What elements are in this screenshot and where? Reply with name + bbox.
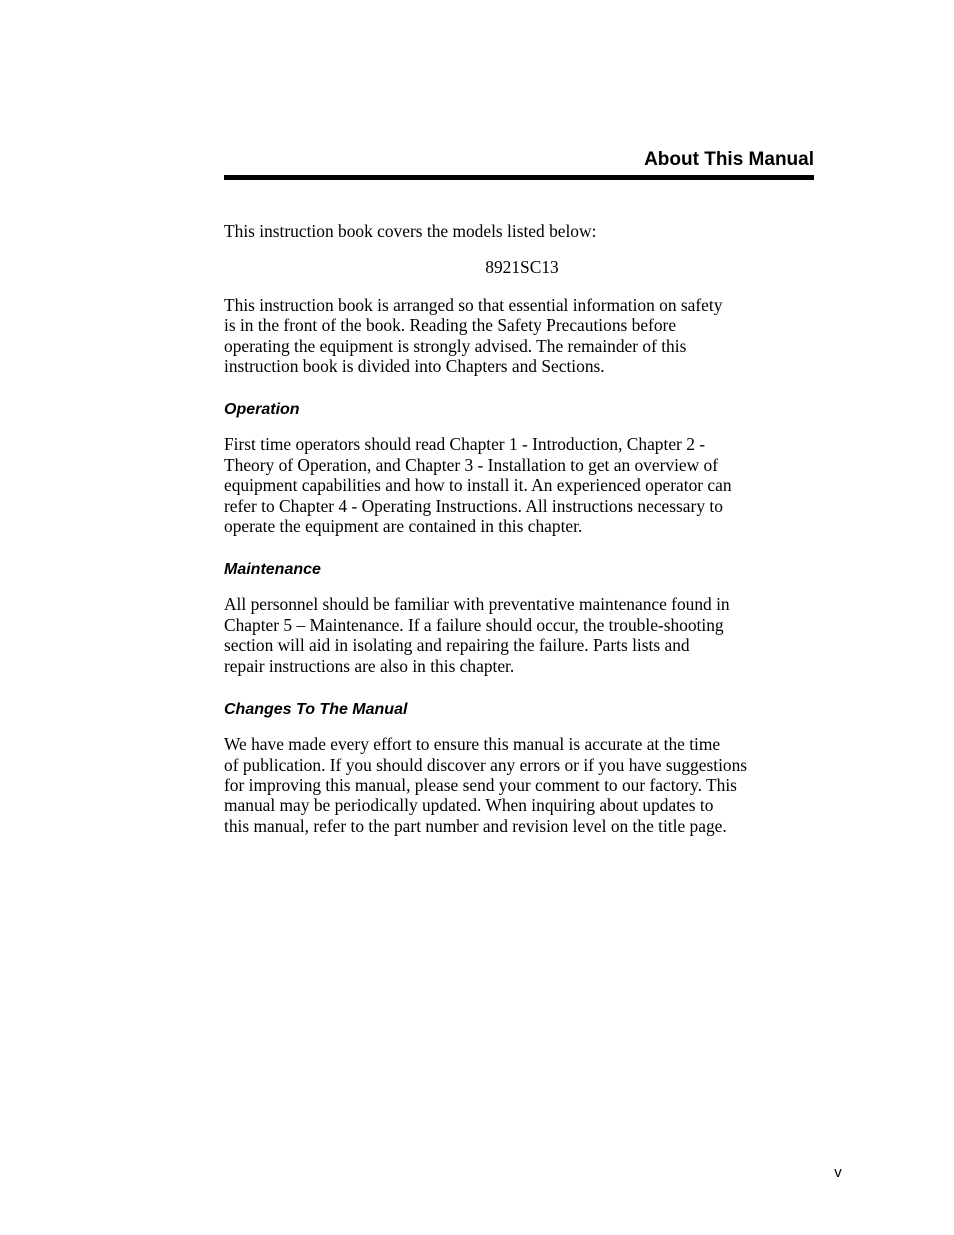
- paragraph-line: is in the front of the book. Reading the Safety Precautions before: [224, 315, 677, 336]
- paragraph-line: for improving this manual, please send your comment to our factory. This: [224, 774, 737, 795]
- header-rule: [224, 175, 814, 180]
- page-title: About This Manual: [644, 149, 814, 170]
- model-number: 8921SC13: [485, 257, 559, 278]
- paragraph-line: this manual, refer to the part number and revision level on the title page.: [224, 815, 727, 836]
- paragraph-line: instruction book is divided into Chapters and Sections.: [224, 356, 605, 377]
- paragraph-line: of publication. If you should discover any errors or if you have suggestions: [224, 754, 748, 775]
- arrangement-paragraph: [224, 295, 820, 377]
- page-content: [224, 221, 820, 836]
- paragraph-line: First time operators should read Chapter 1 - Introduction, Chapter 2 -: [224, 434, 706, 455]
- operation-paragraph: [224, 434, 820, 536]
- changes-paragraph: [224, 734, 820, 836]
- maintenance-paragraph: [224, 594, 820, 676]
- page-number: v: [834, 1164, 842, 1181]
- paragraph-line: refer to Chapter 4 - Operating Instructions. All instructions necessary to: [224, 495, 723, 516]
- paragraph-line: All personnel should be familiar with preventative maintenance found in: [224, 594, 730, 615]
- changes-heading: Changes To The Manual: [224, 701, 408, 719]
- paragraph-line: equipment capabilities and how to install it. An experienced operator can: [224, 475, 732, 496]
- paragraph-line: Chapter 5 – Maintenance. If a failure should occur, the trouble-shooting: [224, 614, 724, 635]
- paragraph-line: manual may be periodically updated. When inquiring about updates to: [224, 795, 714, 816]
- paragraph-line: operating the equipment is strongly advised. The remainder of this: [224, 335, 687, 356]
- operation-heading: Operation: [224, 401, 300, 419]
- intro-text: This instruction book covers the models listed below:: [224, 221, 597, 241]
- paragraph-line: section will aid in isolating and repairing the failure. Parts lists and: [224, 635, 690, 656]
- maintenance-heading: Maintenance: [224, 561, 321, 579]
- paragraph-line: Theory of Operation, and Chapter 3 - Installation to get an overview of: [224, 454, 719, 475]
- paragraph-line: operate the equipment are contained in this chapter.: [224, 516, 583, 537]
- paragraph-line: We have made every effort to ensure this manual is accurate at the time: [224, 734, 721, 755]
- paragraph-line: This instruction book is arranged so that essential information on safety: [224, 294, 723, 315]
- paragraph-line: repair instructions are also in this chapter.: [224, 655, 515, 676]
